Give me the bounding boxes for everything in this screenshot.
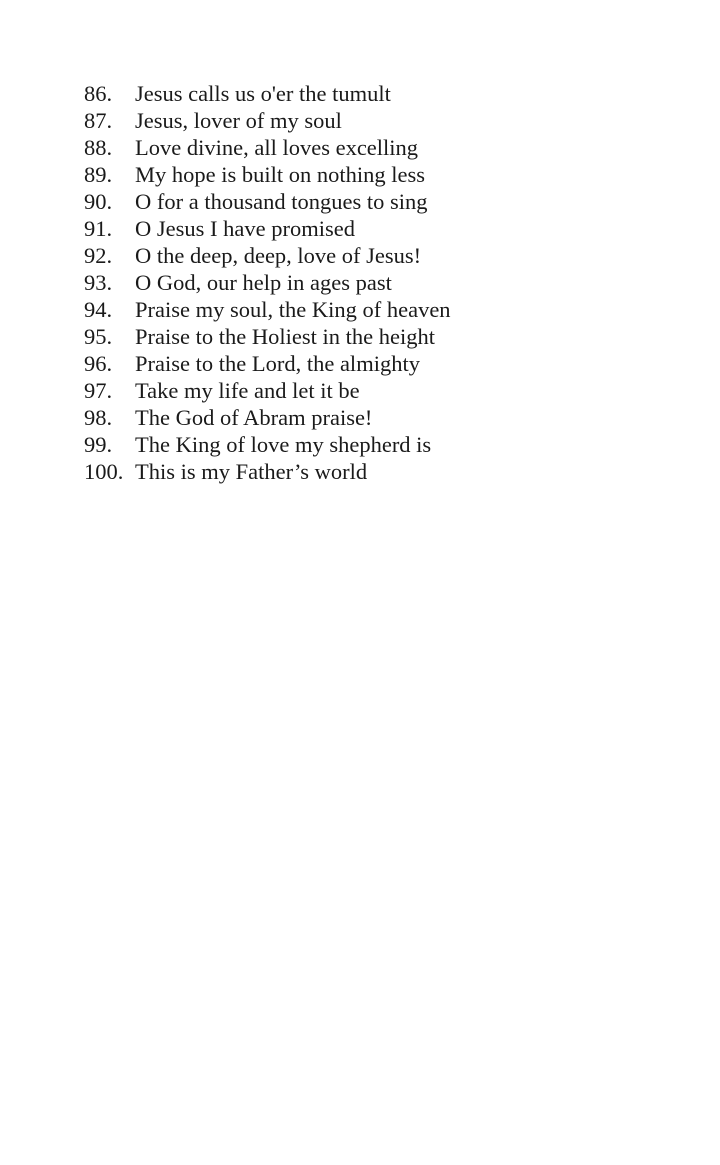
list-item: [84, 350, 451, 377]
hymn-number: 97.: [84, 378, 113, 403]
hymn-title: Praise to the Holiest in the height: [135, 324, 435, 349]
hymn-number: 98.: [84, 405, 113, 430]
hymn-number: 92.: [84, 243, 113, 268]
hymn-number: 88.: [84, 135, 113, 160]
hymn-number: 87.: [84, 108, 113, 133]
list-item: [84, 458, 451, 485]
list-item: [84, 188, 451, 215]
hymn-title: Praise my soul, the King of heaven: [135, 297, 451, 322]
list-item: [84, 242, 451, 269]
list-item: [84, 296, 451, 323]
hymn-number: 90.: [84, 189, 113, 214]
hymn-title: O God, our help in ages past: [135, 270, 392, 295]
list-item: [84, 80, 451, 107]
hymn-number: 100.: [84, 459, 124, 484]
list-item: [84, 323, 451, 350]
hymn-list: [84, 80, 451, 485]
hymn-title: Jesus calls us o'er the tumult: [135, 81, 391, 106]
hymn-number: 99.: [84, 432, 113, 457]
list-item: [84, 404, 451, 431]
hymn-title: Love divine, all loves excelling: [135, 135, 419, 160]
hymn-title: This is my Father’s world: [135, 459, 368, 484]
hymn-number: 96.: [84, 351, 113, 376]
hymn-number: 95.: [84, 324, 113, 349]
hymn-number: 91.: [84, 216, 113, 241]
list-item: [84, 161, 451, 188]
hymn-title: O Jesus I have promised: [135, 216, 355, 241]
hymn-title: The God of Abram praise!: [135, 405, 373, 430]
hymn-title: O the deep, deep, love of Jesus!: [135, 243, 422, 268]
list-item: [84, 215, 451, 242]
list-item: [84, 134, 451, 161]
list-item: [84, 431, 451, 458]
hymn-title: Praise to the Lord, the almighty: [135, 351, 420, 376]
list-item: [84, 377, 451, 404]
hymn-number: 89.: [84, 162, 113, 187]
hymn-number: 94.: [84, 297, 113, 322]
hymn-number: 93.: [84, 270, 113, 295]
list-item: [84, 107, 451, 134]
hymn-title: Jesus, lover of my soul: [135, 108, 342, 133]
list-item: [84, 269, 451, 296]
hymn-number: 86.: [84, 81, 113, 106]
hymn-title: Take my life and let it be: [135, 378, 360, 403]
hymn-title: The King of love my shepherd is: [135, 432, 432, 457]
hymn-title: My hope is built on nothing less: [135, 162, 426, 187]
hymn-title: O for a thousand tongues to sing: [135, 189, 428, 214]
